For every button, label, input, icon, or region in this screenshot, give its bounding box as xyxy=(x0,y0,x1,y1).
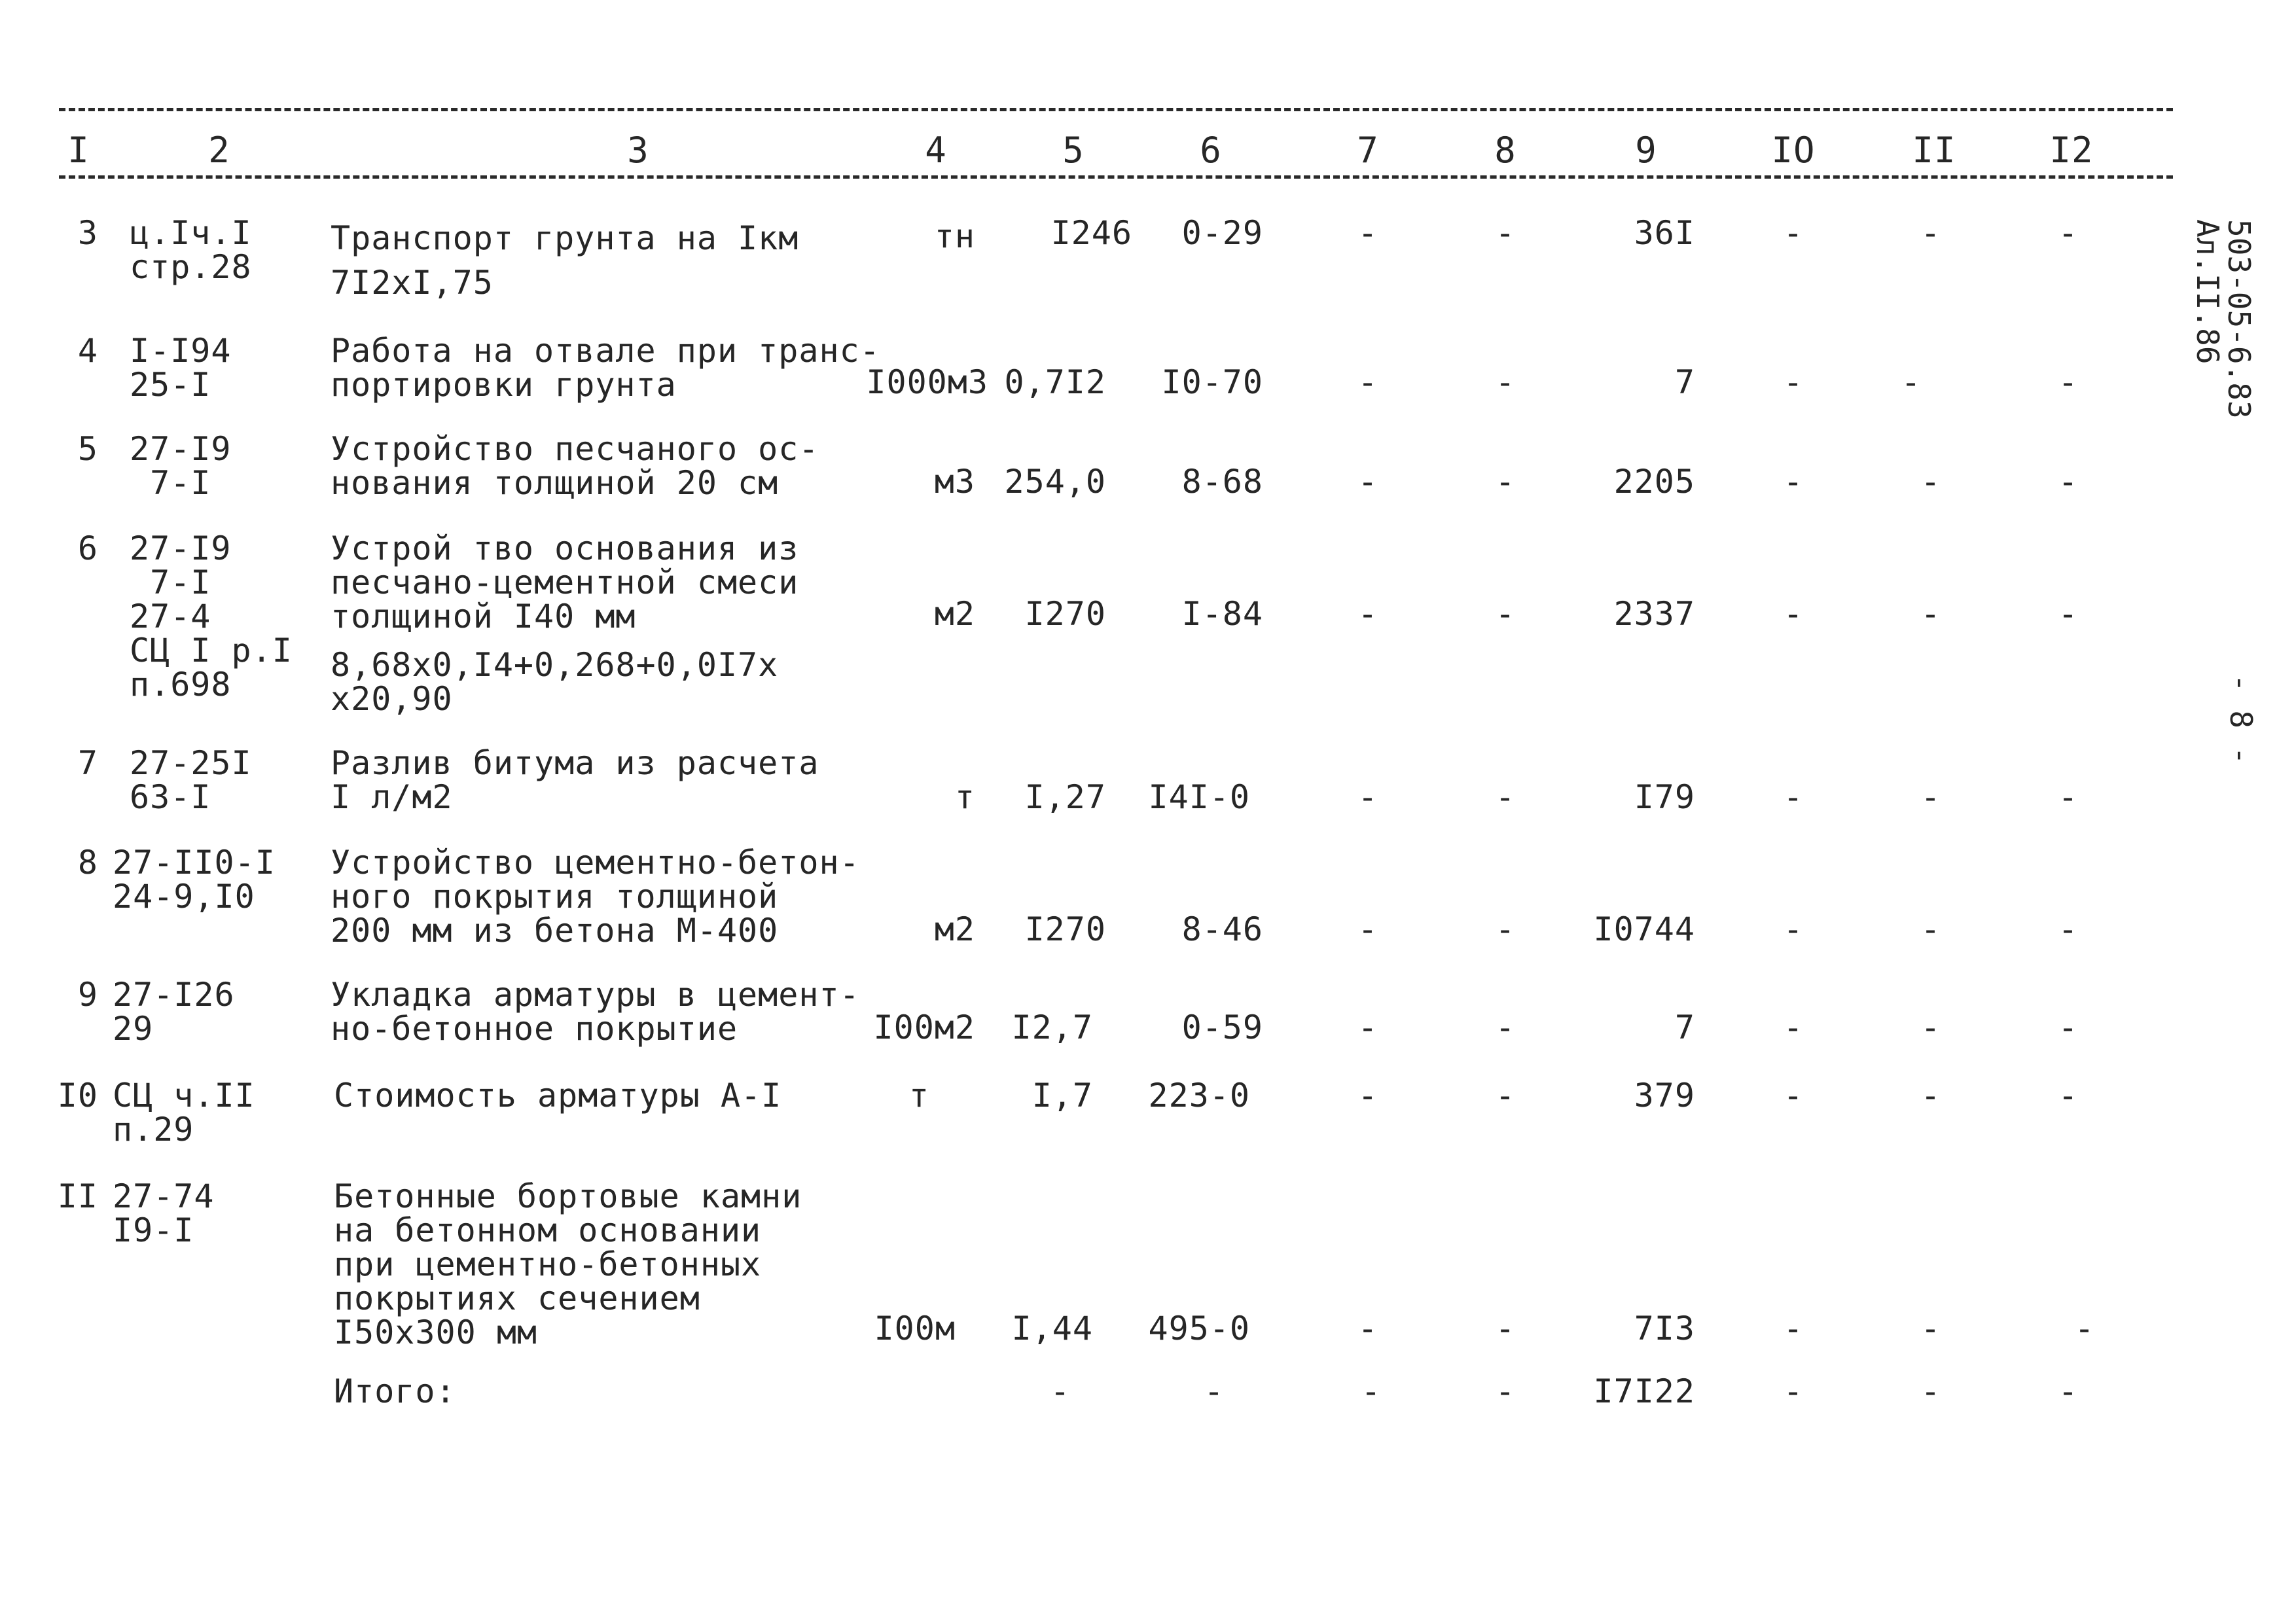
row-quantity: I2,7 xyxy=(1011,1008,1093,1046)
row-col10: - xyxy=(1783,778,1804,816)
row-col9: 7I3 xyxy=(1634,1310,1695,1347)
row-quantity: I270 xyxy=(1024,910,1106,948)
row-price: 495-0 xyxy=(1148,1310,1250,1347)
col-header-8: 8 xyxy=(1494,130,1516,171)
row-price: I4I-0 xyxy=(1148,778,1250,816)
row-col9: 36I xyxy=(1634,214,1695,252)
row-quantity: I270 xyxy=(1024,595,1106,633)
row-unit: I00м2 xyxy=(873,1008,975,1046)
row-col9: 2337 xyxy=(1613,595,1695,633)
row-col12: - xyxy=(2058,595,2079,633)
row-col7: - xyxy=(1357,595,1378,633)
row-description: Укладка арматуры в цемент- но-бетонное покрытие xyxy=(331,976,860,1048)
row-quantity: I246 xyxy=(1050,214,1132,252)
document-code: 503-05-6.83 Ал.II.86 xyxy=(2190,219,2257,419)
row-description: Транспорт грунта на Iкм 7I2xI,75 xyxy=(331,219,799,302)
row-col10: - xyxy=(1783,463,1804,501)
row-unit: I00м xyxy=(874,1310,956,1347)
header-top-rule xyxy=(59,108,2173,111)
col-header-7: 7 xyxy=(1357,130,1379,171)
row-description: Устройство песчаного ос- нования толщиной 20 см xyxy=(331,430,819,502)
row-unit: м2 xyxy=(934,595,975,633)
row-col8: - xyxy=(1495,1310,1516,1347)
row-unit: м3 xyxy=(934,463,975,501)
col-header-5: 5 xyxy=(1062,130,1085,171)
total-col9: I7I22 xyxy=(1593,1372,1695,1410)
row-description: Устройство цементно-бетон- ного покрытия толщиной 200 мм из бетона М-400 xyxy=(331,844,860,950)
col-header-9: 9 xyxy=(1635,130,1657,171)
row-number: II xyxy=(57,1177,98,1215)
col-header-4: 4 xyxy=(925,130,947,171)
row-quantity: 0,7I2 xyxy=(1004,363,1106,401)
row-description: Бетонные бортовые камни на бетонном основании при цементно-бетонных покрытиях сечением I50x300 мм xyxy=(334,1177,802,1351)
row-col8: - xyxy=(1495,910,1516,948)
row-number: 3 xyxy=(77,214,98,252)
row-col10: - xyxy=(1783,1008,1804,1046)
row-col12: - xyxy=(2058,1008,2079,1046)
row-number: 7 xyxy=(77,744,98,782)
row-col12: - xyxy=(2058,778,2079,816)
row-col11: - xyxy=(1920,214,1941,252)
row-col12: - xyxy=(2058,463,2079,501)
row-col9: I79 xyxy=(1634,778,1695,816)
row-col8: - xyxy=(1495,595,1516,633)
row-col9: 7 xyxy=(1674,1008,1695,1046)
total-col11: - xyxy=(1920,1372,1941,1410)
row-reference: 27-I9 7-I 27-4 СЦ I р.I п.698 xyxy=(130,529,293,704)
total-label: Итого: xyxy=(334,1372,456,1410)
row-unit: т xyxy=(954,778,975,816)
total-col12: - xyxy=(2058,1372,2079,1410)
row-unit: I000м3 xyxy=(866,363,988,401)
row-description: Работа на отвале при транс- портировки грунта xyxy=(331,332,880,404)
row-col10: - xyxy=(1783,363,1804,401)
page-number: - 8 - xyxy=(2223,674,2259,765)
row-number: 4 xyxy=(77,332,98,370)
row-col12: - xyxy=(2058,1077,2079,1115)
row-col10: - xyxy=(1783,595,1804,633)
row-col11: - xyxy=(1920,1077,1941,1115)
row-reference: 27-II0-I 24-9,I0 xyxy=(113,844,276,916)
col-header-2: 2 xyxy=(208,130,230,171)
row-col10: - xyxy=(1783,214,1804,252)
row-reference: 27-74 I9-I xyxy=(113,1177,215,1249)
row-col8: - xyxy=(1495,363,1516,401)
row-number: I0 xyxy=(57,1077,98,1115)
row-unit: м2 xyxy=(934,910,975,948)
col-header-10: IO xyxy=(1771,130,1816,171)
row-col8: - xyxy=(1495,214,1516,252)
row-col9: I0744 xyxy=(1593,910,1695,948)
row-col7: - xyxy=(1357,214,1378,252)
row-reference: ц.Iч.I стр.28 xyxy=(130,214,252,286)
row-col10: - xyxy=(1783,1310,1804,1347)
col-header-6: 6 xyxy=(1200,130,1222,171)
row-col7: - xyxy=(1357,463,1378,501)
row-quantity: I,44 xyxy=(1011,1310,1093,1347)
row-formula: 8,68x0,I4+0,268+0,0I7x x20,90 xyxy=(331,646,779,718)
row-unit: т xyxy=(908,1077,929,1115)
row-col12: - xyxy=(2058,363,2079,401)
row-reference: 27-I26 29 xyxy=(113,976,235,1048)
col-header-11: II xyxy=(1912,130,1956,171)
row-col9: 2205 xyxy=(1613,463,1695,501)
row-col8: - xyxy=(1495,778,1516,816)
row-price: 223-0 xyxy=(1148,1077,1250,1115)
row-price: 0-59 xyxy=(1181,1008,1263,1046)
row-col12: - xyxy=(2058,910,2079,948)
total-col10: - xyxy=(1783,1372,1804,1410)
row-col7: - xyxy=(1357,1008,1378,1046)
total-col8: - xyxy=(1495,1372,1516,1410)
row-quantity: I,27 xyxy=(1024,778,1106,816)
row-number: 6 xyxy=(77,529,98,567)
row-col10: - xyxy=(1783,910,1804,948)
row-col11: - xyxy=(1920,1008,1941,1046)
row-reference: СЦ ч.II п.29 xyxy=(113,1077,255,1149)
row-reference: 27-25I 63-I xyxy=(130,744,252,816)
row-col8: - xyxy=(1495,463,1516,501)
row-price: I-84 xyxy=(1181,595,1263,633)
row-quantity: 254,0 xyxy=(1004,463,1106,501)
col-header-12: I2 xyxy=(2049,130,2094,171)
row-reference: I-I94 25-I xyxy=(130,332,232,404)
total-price: - xyxy=(1204,1372,1225,1410)
row-col9: 379 xyxy=(1634,1077,1695,1115)
row-col7: - xyxy=(1357,778,1378,816)
row-number: 5 xyxy=(77,430,98,468)
row-description: Устрой тво основания из песчано-цементной смеси толщиной I40 мм xyxy=(331,529,799,635)
row-col7: - xyxy=(1357,910,1378,948)
row-number: 8 xyxy=(77,844,98,882)
row-col11: - xyxy=(1920,778,1941,816)
row-number: 9 xyxy=(77,976,98,1014)
col-header-3: 3 xyxy=(627,130,649,171)
row-col11: - xyxy=(1920,463,1941,501)
row-description: Стоимость арматуры А-I xyxy=(334,1077,782,1115)
row-col7: - xyxy=(1357,1077,1378,1115)
row-price: 0-29 xyxy=(1181,214,1263,252)
row-unit: тн xyxy=(934,217,975,255)
row-col11: - xyxy=(1920,595,1941,633)
row-col10: - xyxy=(1783,1077,1804,1115)
row-price: I0-70 xyxy=(1161,363,1263,401)
total-col7: - xyxy=(1361,1372,1382,1410)
row-col9: 7 xyxy=(1674,363,1695,401)
row-col11: - xyxy=(1920,1310,1941,1347)
row-col11: - xyxy=(1920,910,1941,948)
row-price: 8-68 xyxy=(1181,463,1263,501)
row-col11: - xyxy=(1901,363,1922,401)
row-description: Разлив битума из расчета I л/м2 xyxy=(331,744,819,816)
row-col7: - xyxy=(1357,363,1378,401)
row-col12: - xyxy=(2058,214,2079,252)
row-col12: - xyxy=(2074,1310,2095,1347)
row-col8: - xyxy=(1495,1077,1516,1115)
col-header-1: I xyxy=(67,130,90,171)
row-reference: 27-I9 7-I xyxy=(130,430,232,502)
header-bottom-rule xyxy=(59,175,2173,179)
row-price: 8-46 xyxy=(1181,910,1263,948)
row-quantity: I,7 xyxy=(1031,1077,1093,1115)
row-col7: - xyxy=(1357,1310,1378,1347)
total-quantity: - xyxy=(1050,1372,1071,1410)
row-col8: - xyxy=(1495,1008,1516,1046)
